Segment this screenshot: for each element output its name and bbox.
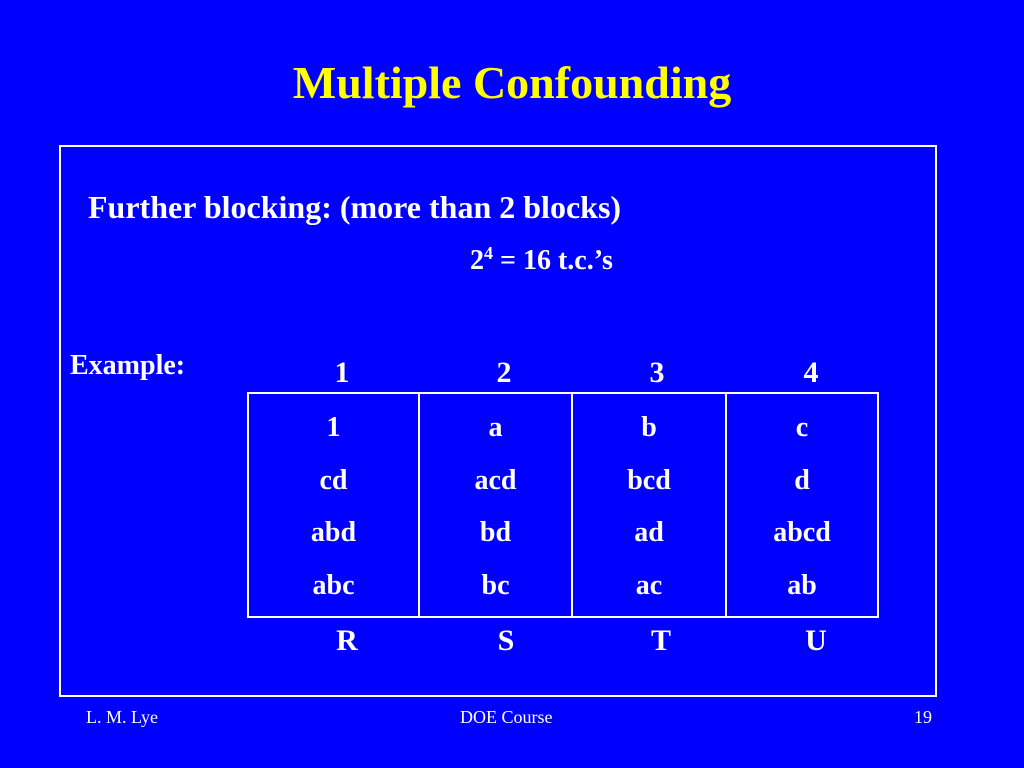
block-label-s: S xyxy=(497,624,515,657)
table-cell: b xyxy=(641,412,657,443)
footer-page-number: 19 xyxy=(914,707,932,727)
table-cell: bc xyxy=(481,569,510,601)
block-label-u: U xyxy=(805,624,827,657)
table-cell: bcd xyxy=(627,464,671,496)
blocks-table xyxy=(247,392,879,618)
block-column-1 xyxy=(249,394,420,616)
block-label-r: R xyxy=(336,624,358,657)
formula-exponent: 4 xyxy=(484,243,493,263)
footer-course: DOE Course xyxy=(460,707,553,727)
table-cell: acd xyxy=(474,464,517,496)
block-column-4 xyxy=(727,394,877,616)
table-cell: d xyxy=(794,464,810,496)
table-cell: ac xyxy=(635,569,663,601)
example-label: Example: xyxy=(70,350,186,381)
table-cell: c xyxy=(795,412,809,443)
formula-base: 2 xyxy=(470,245,484,276)
formula xyxy=(470,245,613,277)
table-cell: 1 xyxy=(326,412,341,443)
block-number-3: 3 xyxy=(649,356,665,389)
subtitle: Further blocking: (more than 2 blocks) xyxy=(88,189,622,225)
table-cell: ab xyxy=(787,569,817,601)
footer-author: L. M. Lye xyxy=(86,707,158,727)
block-column-2 xyxy=(420,394,573,616)
slide-title: Multiple Confounding xyxy=(292,57,732,108)
table-cell: abd xyxy=(310,517,357,548)
table-cell: abc xyxy=(312,569,355,601)
block-label-t: T xyxy=(650,624,671,657)
block-number-1: 1 xyxy=(334,356,350,389)
block-number-2: 2 xyxy=(496,356,512,389)
table-cell: cd xyxy=(319,464,348,496)
formula-rest: = 16 t.c.’s xyxy=(493,245,613,276)
block-number-4: 4 xyxy=(803,356,819,389)
table-cell: bd xyxy=(479,517,512,548)
table-cell: a xyxy=(488,412,503,443)
table-cell: ad xyxy=(634,517,664,548)
table-cell: abcd xyxy=(773,517,831,548)
block-column-3 xyxy=(573,394,727,616)
